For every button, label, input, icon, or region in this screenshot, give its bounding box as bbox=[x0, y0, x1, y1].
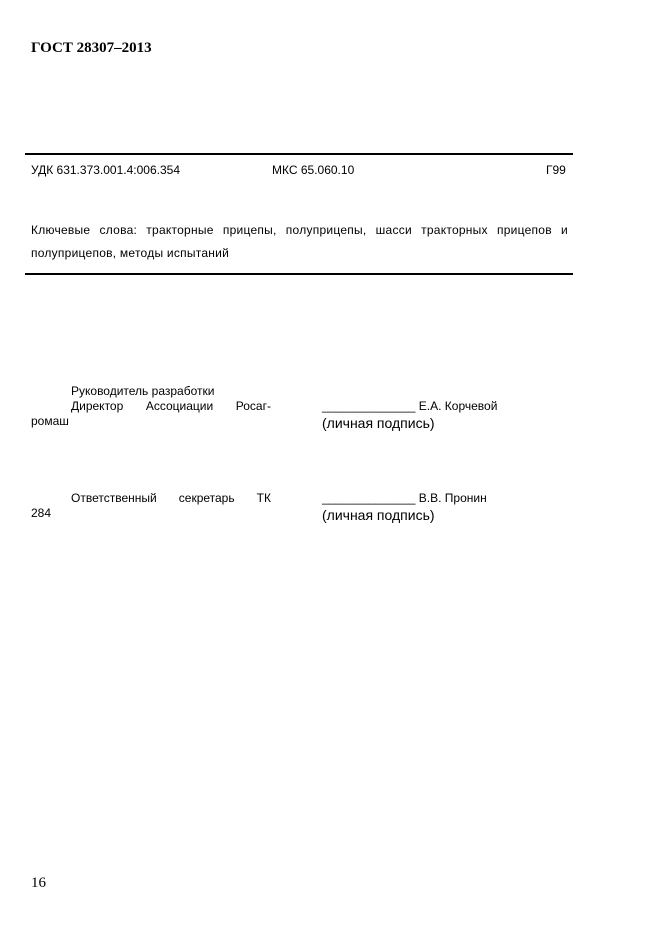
bottom-divider bbox=[25, 273, 573, 275]
signature-position-continuation: ромаш bbox=[31, 414, 69, 428]
signature-position-word: ТК bbox=[256, 491, 271, 505]
keywords-line-2: полуприцепов, методы испытаний bbox=[31, 246, 230, 260]
signature-caption: (личная подпись) bbox=[322, 415, 435, 431]
signature-position-word: Ответственный bbox=[71, 491, 157, 505]
signature-block-secretary bbox=[31, 491, 271, 521]
signature-position-word: Ассоциации bbox=[145, 399, 214, 413]
signature-line-korchevoy: ______________ Е.А. Корчевой bbox=[322, 399, 498, 413]
keywords-line-1: Ключевые слова: тракторные прицепы, полуприцепы, шасси тракторных прицепов и bbox=[31, 223, 568, 237]
mks-code: МКС 65.060.10 bbox=[272, 163, 355, 177]
signature-position-line bbox=[31, 399, 271, 414]
signature-block-developer bbox=[31, 384, 271, 429]
signature-caption: (личная подпись) bbox=[322, 507, 435, 523]
page-number: 16 bbox=[31, 875, 46, 891]
top-divider bbox=[25, 153, 573, 155]
udc-code: УДК 631.373.001.4:006.354 bbox=[31, 163, 180, 177]
keywords-paragraph bbox=[31, 219, 568, 265]
signature-line-pronin: ______________ В.В. Пронин bbox=[322, 491, 487, 505]
signature-position-continuation: 284 bbox=[31, 506, 52, 520]
standard-title: ГОСТ 28307–2013 bbox=[31, 40, 152, 56]
signature-position-word: секретарь bbox=[178, 491, 235, 505]
signature-role-line: Руководитель разработки bbox=[71, 384, 215, 398]
signature-position-line bbox=[31, 491, 271, 506]
signature-position-word: Директор bbox=[71, 399, 124, 413]
group-code: Г99 bbox=[546, 163, 566, 177]
signature-position-word: Росаг- bbox=[235, 399, 271, 413]
